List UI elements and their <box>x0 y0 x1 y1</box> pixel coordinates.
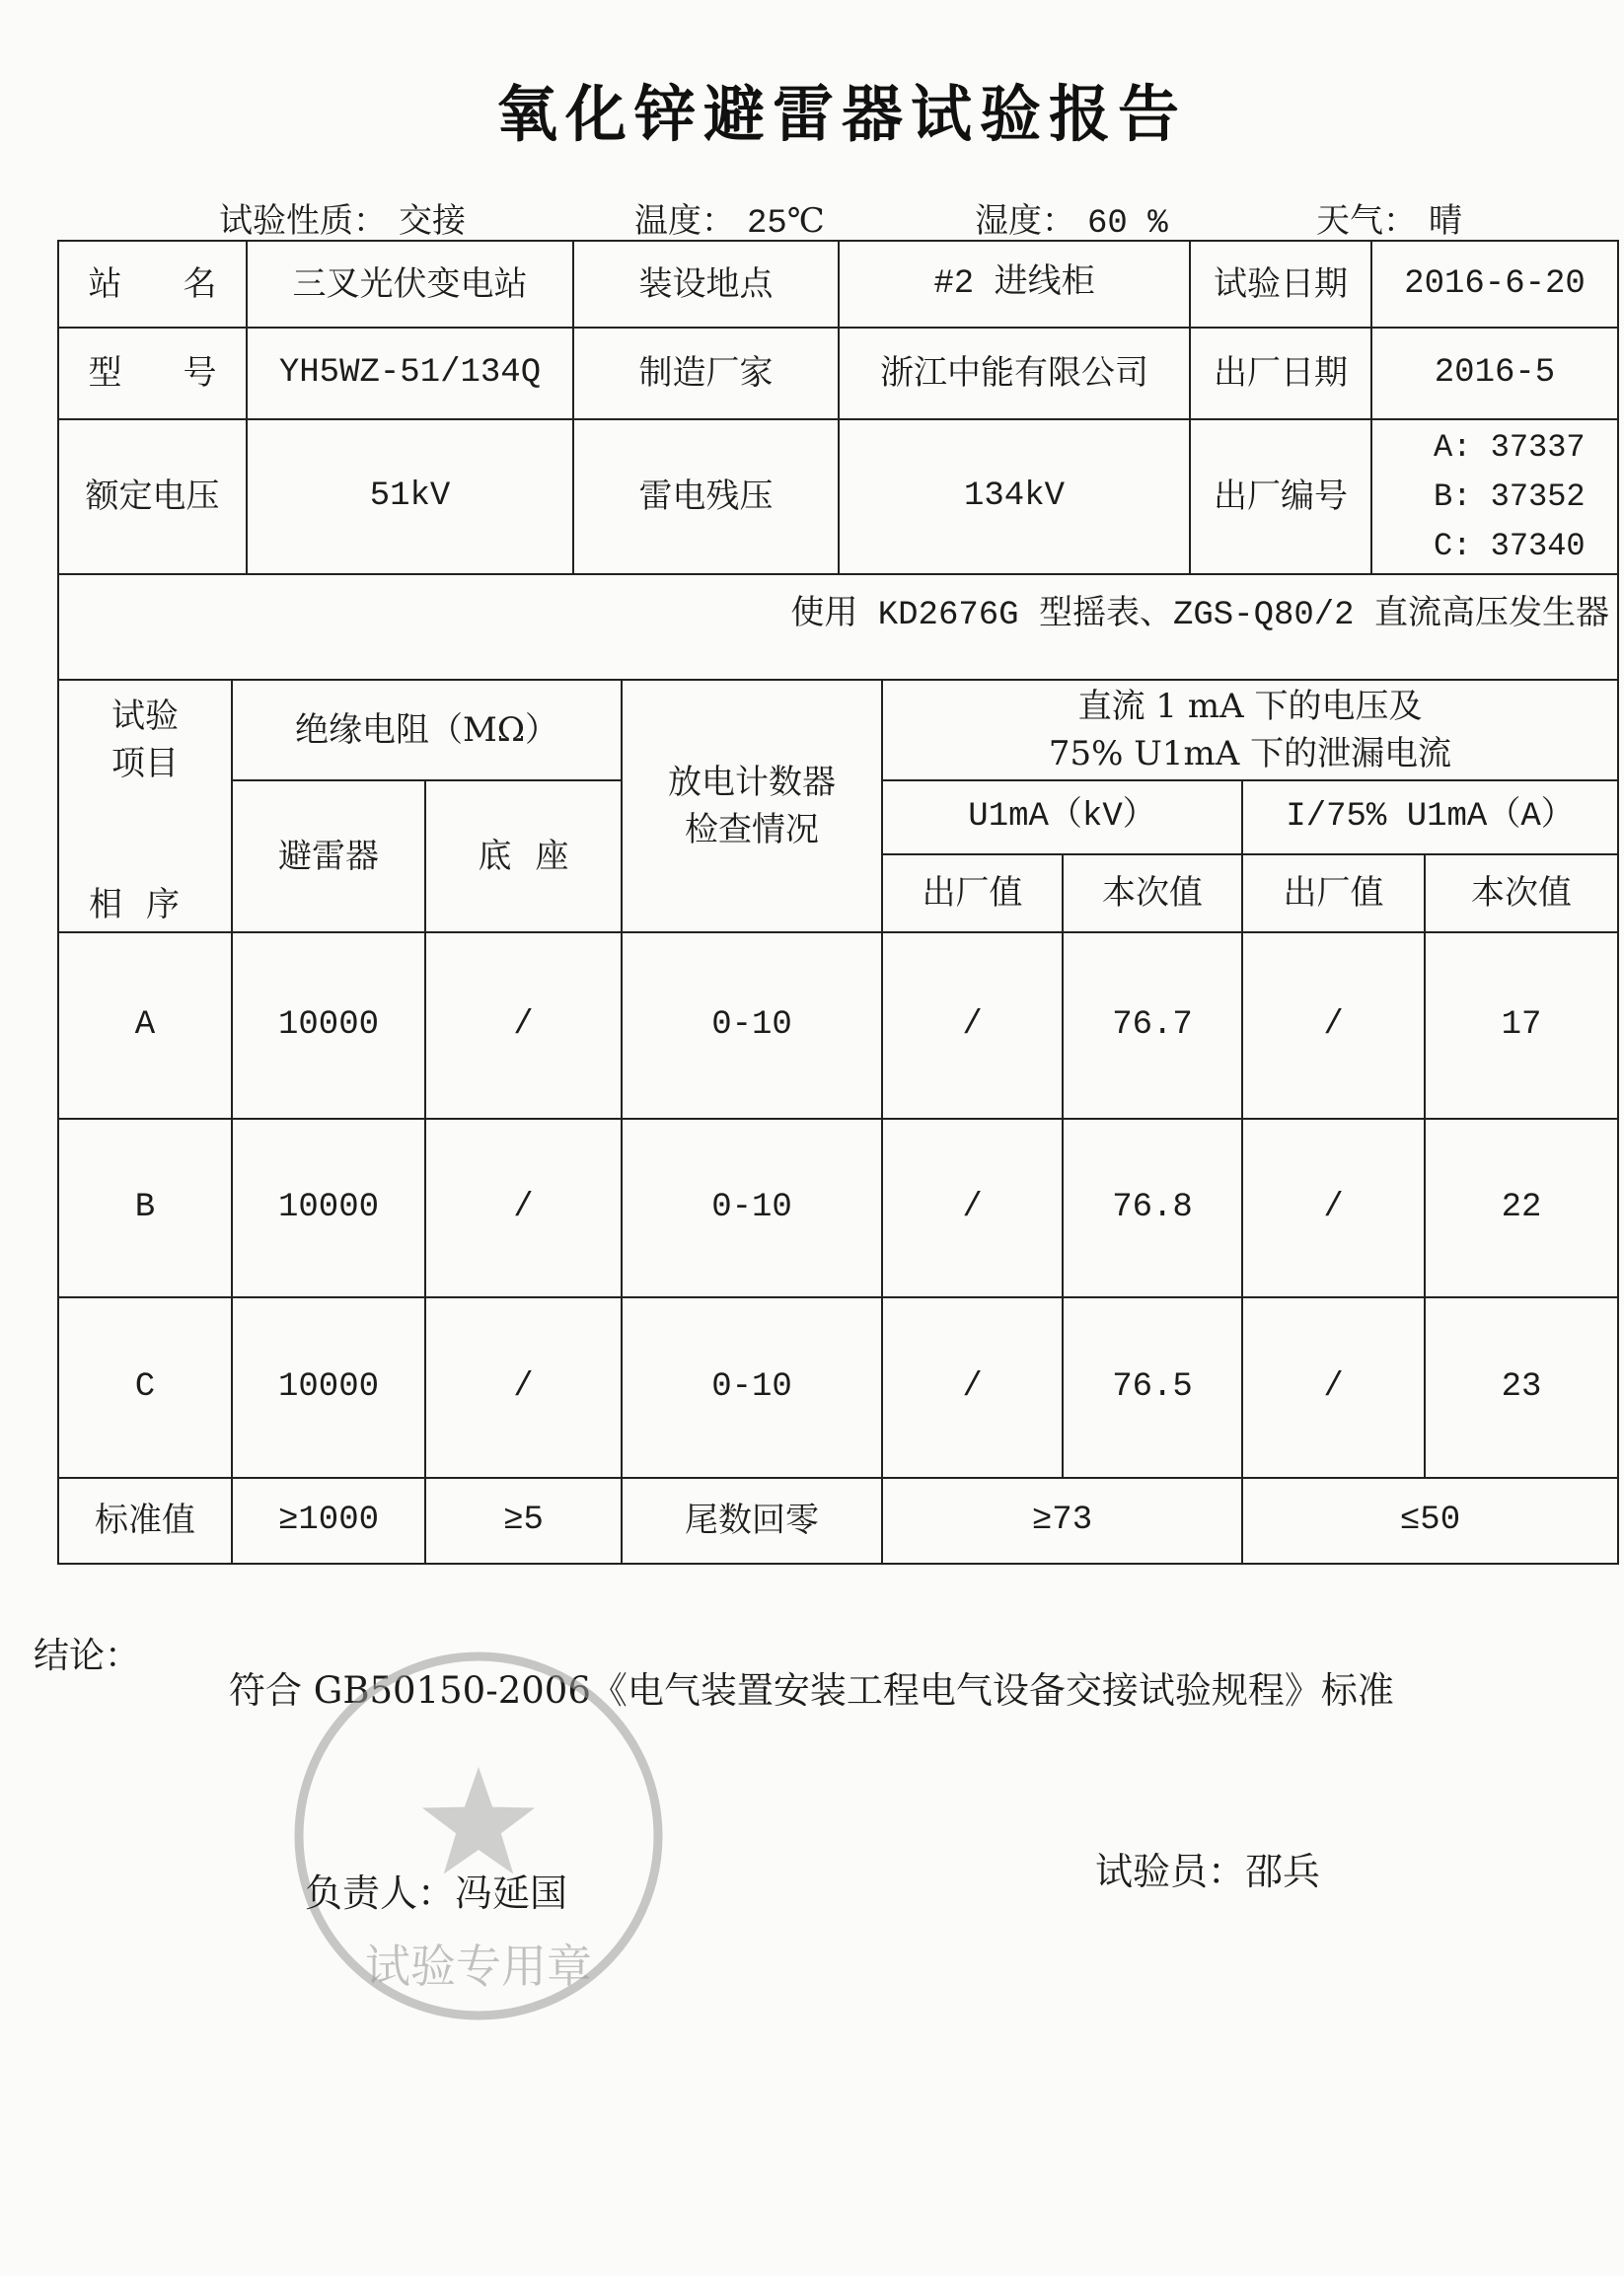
responsible-person: 负责人：冯延国 <box>305 1872 568 1915</box>
leakage-current-header: I/75% U1mA（A） <box>1242 780 1618 854</box>
u1ma-current-cell: 76.7 <box>1063 932 1242 1119</box>
base-resistance-cell: / <box>425 932 622 1119</box>
arrester-resistance-cell: 10000 <box>232 932 425 1119</box>
conclusion-text: 符合 GB50150-2006《电气装置安装工程电气设备交接试验规程》标准 <box>229 1669 1394 1712</box>
tester: 试验员：邵兵 <box>1095 1850 1321 1893</box>
phase-cell: A <box>58 932 232 1119</box>
report-title: 氧化锌避雷器试验报告 <box>495 78 1187 150</box>
test-results-table <box>57 679 1619 1565</box>
item-label-line-2: 项目 <box>111 744 179 783</box>
dc-test-header-line-2: 75% U1mA 下的泄漏电流 <box>1048 734 1452 773</box>
base-resistance-cell: / <box>425 1119 622 1297</box>
serial-number-a: A: 37337 <box>1434 428 1586 466</box>
official-stamp <box>281 1639 676 2033</box>
station-value: 三叉光伏变电站 <box>247 241 573 328</box>
manufacture-date-value: 2016-5 <box>1371 328 1618 419</box>
u1ma-header: U1mA（kV） <box>882 780 1242 854</box>
serial-number-values <box>1371 419 1618 574</box>
serial-number-c: C: 37340 <box>1434 527 1586 564</box>
test-date-label: 试验日期 <box>1190 241 1371 328</box>
station-label: 站 名 <box>88 263 217 304</box>
model-value: YH5WZ-51/134Q <box>247 328 573 419</box>
leakage-factory-cell: / <box>1242 932 1425 1119</box>
install-location-label: 装设地点 <box>573 241 839 328</box>
temperature-label: 温度： <box>634 201 735 241</box>
test-date-value: 2016-6-20 <box>1371 241 1618 328</box>
phase-cell: B <box>58 1119 232 1297</box>
station-label-cell <box>58 241 247 328</box>
install-location-value: #2 进线柜 <box>839 241 1190 328</box>
instruments-used: 使用 KD2676G 型摇表、ZGS-Q80/2 直流高压发生器 <box>58 574 1618 680</box>
u1ma-factory-cell: / <box>882 932 1063 1119</box>
discharge-counter-header <box>622 680 882 932</box>
stamp-text: 试验专用章 <box>365 1940 592 1993</box>
header-row-1 <box>58 680 1618 780</box>
phase-label: 相 序 <box>89 884 180 924</box>
humidity-value: 60 % <box>1087 205 1168 243</box>
u1ma-current-header: 本次值 <box>1063 854 1242 932</box>
leakage-current-cell: 22 <box>1425 1119 1618 1297</box>
arrester-resistance-cell: 10000 <box>232 1297 425 1478</box>
weather-label: 天气： <box>1316 201 1417 241</box>
temperature-value: 25℃ <box>747 205 825 243</box>
info-row-station <box>58 241 1618 328</box>
humidity <box>975 193 1168 243</box>
phase-cell: C <box>58 1297 232 1478</box>
dc-test-header-line-1: 直流 1 mA 下的电压及 <box>1077 687 1423 726</box>
standard-leakage: ≤50 <box>1242 1478 1618 1564</box>
base-header: 底 座 <box>478 836 569 876</box>
leakage-current-cell: 17 <box>1425 932 1618 1119</box>
item-label-line-1: 试验 <box>111 697 179 736</box>
u1ma-factory-header: 出厂值 <box>882 854 1063 932</box>
weather-value: 晴 <box>1429 205 1462 243</box>
info-row-instruments <box>58 574 1618 680</box>
discharge-counter-header-line-1: 放电计数器 <box>668 763 837 802</box>
discharge-counter-header-line-2: 检查情况 <box>685 810 820 849</box>
humidity-label: 湿度： <box>975 201 1075 241</box>
conclusion-label: 结论： <box>34 1636 141 1676</box>
table-row <box>58 932 1618 1119</box>
arrester-resistance-cell: 10000 <box>232 1119 425 1297</box>
test-nature-label: 试验性质： <box>219 201 387 241</box>
standard-label: 标准值 <box>58 1478 232 1564</box>
rated-voltage-label: 额定电压 <box>58 419 247 574</box>
u1ma-factory-cell: / <box>882 1297 1063 1478</box>
test-nature-value: 交接 <box>399 205 466 243</box>
standard-row <box>58 1478 1618 1564</box>
equipment-info-table <box>57 240 1619 680</box>
counter-cell: 0-10 <box>622 1119 882 1297</box>
u1ma-current-cell: 76.8 <box>1063 1119 1242 1297</box>
model-label-cell <box>58 328 247 419</box>
temperature <box>634 193 825 243</box>
dc-test-header <box>882 680 1618 780</box>
info-row-model <box>58 328 1618 419</box>
model-label: 型 号 <box>88 353 217 394</box>
leakage-factory-cell: / <box>1242 1119 1425 1297</box>
standard-base: ≥5 <box>425 1478 622 1564</box>
arrester-header: 避雷器 <box>232 780 425 932</box>
leakage-factory-header: 出厂值 <box>1242 854 1425 932</box>
weather <box>1316 193 1462 243</box>
base-resistance-cell: / <box>425 1297 622 1478</box>
residual-voltage-value: 134kV <box>839 419 1190 574</box>
table-row <box>58 1119 1618 1297</box>
leakage-factory-cell: / <box>1242 1297 1425 1478</box>
u1ma-factory-cell: / <box>882 1119 1063 1297</box>
leakage-current-cell: 23 <box>1425 1297 1618 1478</box>
base-header-cell <box>425 780 622 932</box>
manufacturer-label: 制造厂家 <box>573 328 839 419</box>
standard-counter: 尾数回零 <box>622 1478 882 1564</box>
insulation-resistance-header: 绝缘电阻（MΩ） <box>232 680 622 780</box>
standard-arrester: ≥1000 <box>232 1478 425 1564</box>
manufacture-date-label: 出厂日期 <box>1190 328 1371 419</box>
counter-cell: 0-10 <box>622 932 882 1119</box>
manufacturer-value: 浙江中能有限公司 <box>839 328 1190 419</box>
residual-voltage-label: 雷电残压 <box>573 419 839 574</box>
test-nature <box>219 193 466 243</box>
stamp-star-icon <box>422 1767 535 1874</box>
table-row <box>58 1297 1618 1478</box>
serial-number-b: B: 37352 <box>1434 477 1586 515</box>
rated-voltage-value: 51kV <box>247 419 573 574</box>
counter-cell: 0-10 <box>622 1297 882 1478</box>
leakage-current-value-header: 本次值 <box>1425 854 1618 932</box>
u1ma-current-cell: 76.5 <box>1063 1297 1242 1478</box>
serial-number-label: 出厂编号 <box>1190 419 1371 574</box>
item-phase-header-cell <box>58 680 232 932</box>
info-row-voltage <box>58 419 1618 574</box>
standard-u1ma: ≥73 <box>882 1478 1242 1564</box>
